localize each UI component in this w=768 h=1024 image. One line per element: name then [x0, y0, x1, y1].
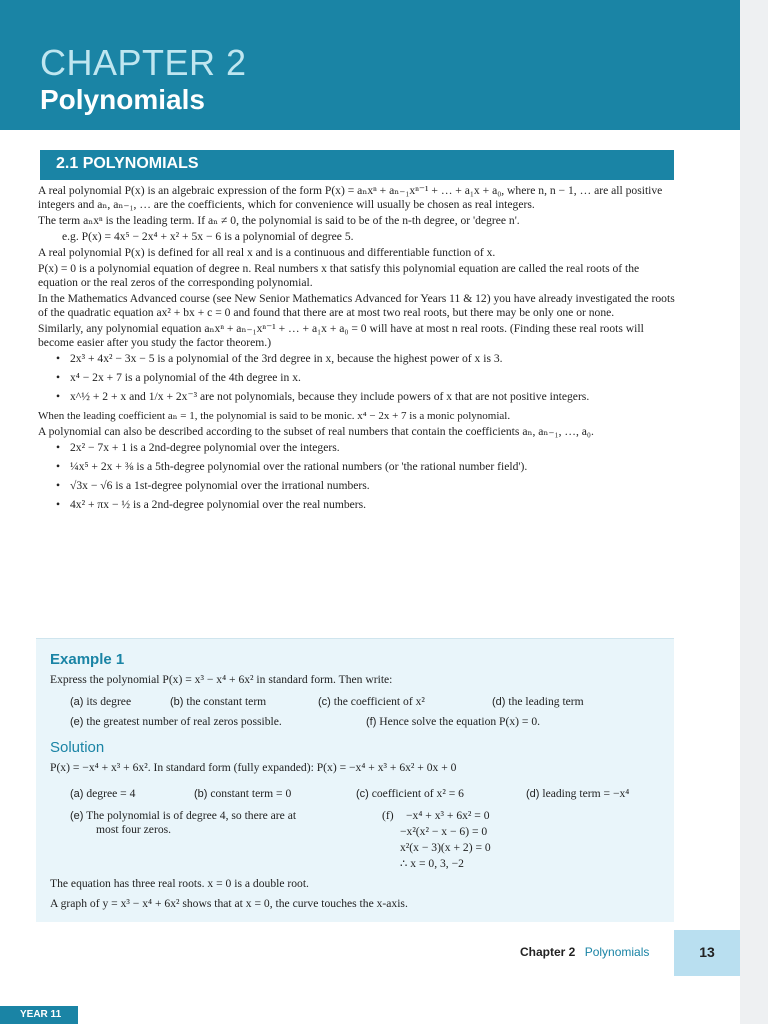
question-part-b: (b) the constant term	[170, 695, 267, 708]
page-number-box	[674, 930, 740, 976]
answer-e: (e) The polynomial is of degree 4, so there are at	[70, 809, 297, 822]
question-part-a: (a) its degree	[70, 695, 132, 708]
running-footer	[520, 945, 649, 959]
list-item: • ¼x⁵ + 2x + ⅜ is a 5th-degree polynomial over the rational numbers (or 'the rational number field').	[70, 460, 678, 474]
list-item: • 4x² + πx − ½ is a 2nd-degree polynomial over the real numbers.	[70, 498, 678, 512]
paragraph-coefficient-subsets: A polynomial can also be described according to the subset of real numbers that contain the coefficients aₙ, aₙ₋₁, …, a₀.	[38, 425, 594, 438]
answer-f-step: −x⁴ + x³ + 6x² = 0	[406, 809, 490, 822]
answer-d: (d) leading term = −x⁴	[526, 787, 630, 800]
question-part-e: (e) the greatest number of real zeros possible.	[70, 715, 282, 728]
paragraph-at-most-n-roots: Similarly, any polynomial equation aₙxⁿ + aₙ₋₁xⁿ⁻¹ + … + a₁x + a₀ = 0 will have at most n real roots. (Finding these real roots will become easier after you study the factor theorem.)	[38, 322, 644, 349]
answer-c: (c) coefficient of x² = 6	[356, 787, 464, 800]
solution-heading: Solution	[50, 739, 105, 756]
footer-title: Polynomials	[584, 945, 650, 959]
year-label: YEAR 11	[20, 1009, 62, 1020]
list-item: • 2x³ + 4x² − 3x − 5 is a polynomial of the 3rd degree in x, because the highest power of x is 3.	[70, 352, 678, 366]
paragraph-monic: When the leading coefficient aₙ = 1, the polynomial is said to be monic. x⁴ − 2x + 7 is a monic polynomial.	[38, 410, 511, 422]
question-part-c: (c) the coefficient of x²	[318, 695, 425, 708]
bullet-list-examples	[38, 352, 678, 404]
section-heading-bar	[40, 150, 674, 180]
answer-f-step: x²(x − 3)(x + 2) = 0	[400, 841, 491, 854]
conclusion-graph: A graph of y = x³ − x⁴ + 6x² shows that at x = 0, the curve touches the x-axis.	[50, 897, 408, 910]
answer-f-label: (f)	[382, 809, 394, 822]
question-part-d: (d) the leading term	[492, 695, 584, 708]
answer-f-step: −x²(x² − x − 6) = 0	[400, 825, 488, 838]
question-part-f: (f) Hence solve the equation P(x) = 0.	[366, 715, 541, 728]
chapter-title: Polynomials	[40, 84, 205, 115]
list-item: • x⁴ − 2x + 7 is a polynomial of the 4th degree in x.	[70, 371, 678, 385]
list-item: • 2x² − 7x + 1 is a 2nd-degree polynomial over the integers.	[70, 441, 678, 455]
example-box	[36, 638, 674, 922]
body-text	[38, 184, 678, 517]
answer-a: (a) degree = 4	[70, 787, 136, 800]
solution-intro: P(x) = −x⁴ + x³ + 6x². In standard form (fully expanded): P(x) = −x⁴ + x³ + 6x² + 0x + 0	[50, 761, 457, 774]
chapter-label: CHAPTER 2	[40, 42, 247, 83]
section-title: 2.1 POLYNOMIALS	[56, 155, 199, 172]
page-edge-strip	[740, 0, 768, 1024]
answer-b: (b) constant term = 0	[194, 787, 292, 800]
list-item: • x^½ + 2 + x and 1/x + 2x⁻³ are not polynomials, because they include powers of x that are not positive integers.	[70, 390, 678, 404]
year-tag	[0, 1006, 78, 1024]
answer-e-continued: most four zeros.	[96, 823, 172, 836]
example-question: Express the polynomial P(x) = x³ − x⁴ + 6x² in standard form. Then write:	[50, 673, 393, 686]
paragraph-continuity: A real polynomial P(x) is defined for all real x and is a continuous and differentiable function of x.	[38, 246, 496, 259]
paragraph-leading-term: The term aₙxⁿ is the leading term. If aₙ ≠ 0, the polynomial is said to be of the n-th degree, or 'degree n'.	[38, 214, 520, 227]
conclusion-roots: The equation has three real roots. x = 0 is a double root.	[50, 877, 309, 890]
paragraph-definition: A real polynomial P(x) is an algebraic expression of the form P(x) = aₙxⁿ + aₙ₋₁xⁿ⁻¹ + … + a₁x + a₀, where n, n − 1, … are all positive integers and aₙ, aₙ₋₁, … are the coefficients, which for convenience will usually be chosen as real integers.	[38, 184, 663, 211]
page-number: 13	[699, 944, 715, 960]
example-heading: Example 1	[50, 651, 125, 668]
bullet-list-fields	[38, 441, 678, 512]
paragraph-example-degree: e.g. P(x) = 4x⁵ − 2x⁴ + x² + 5x − 6 is a polynomial of degree 5.	[62, 230, 354, 243]
footer-chapter: Chapter 2	[520, 945, 576, 959]
answer-f-step: ∴ x = 0, 3, −2	[400, 857, 464, 870]
paragraph-roots: P(x) = 0 is a polynomial equation of degree n. Real numbers x that satisfy this polynomial equation are called the real roots of the equation or the real zeros of the corresponding polynomial.	[38, 262, 640, 289]
paragraph-quadratic: In the Mathematics Advanced course (see New Senior Mathematics Advanced for Years 11 & 12) you have already investigated the roots of the quadratic equation ax² + bx + c = 0 and found that there are at most two real roots, but there may be only one or none.	[38, 292, 675, 319]
list-item: • √3x − √6 is a 1st-degree polynomial over the irrational numbers.	[70, 479, 678, 493]
